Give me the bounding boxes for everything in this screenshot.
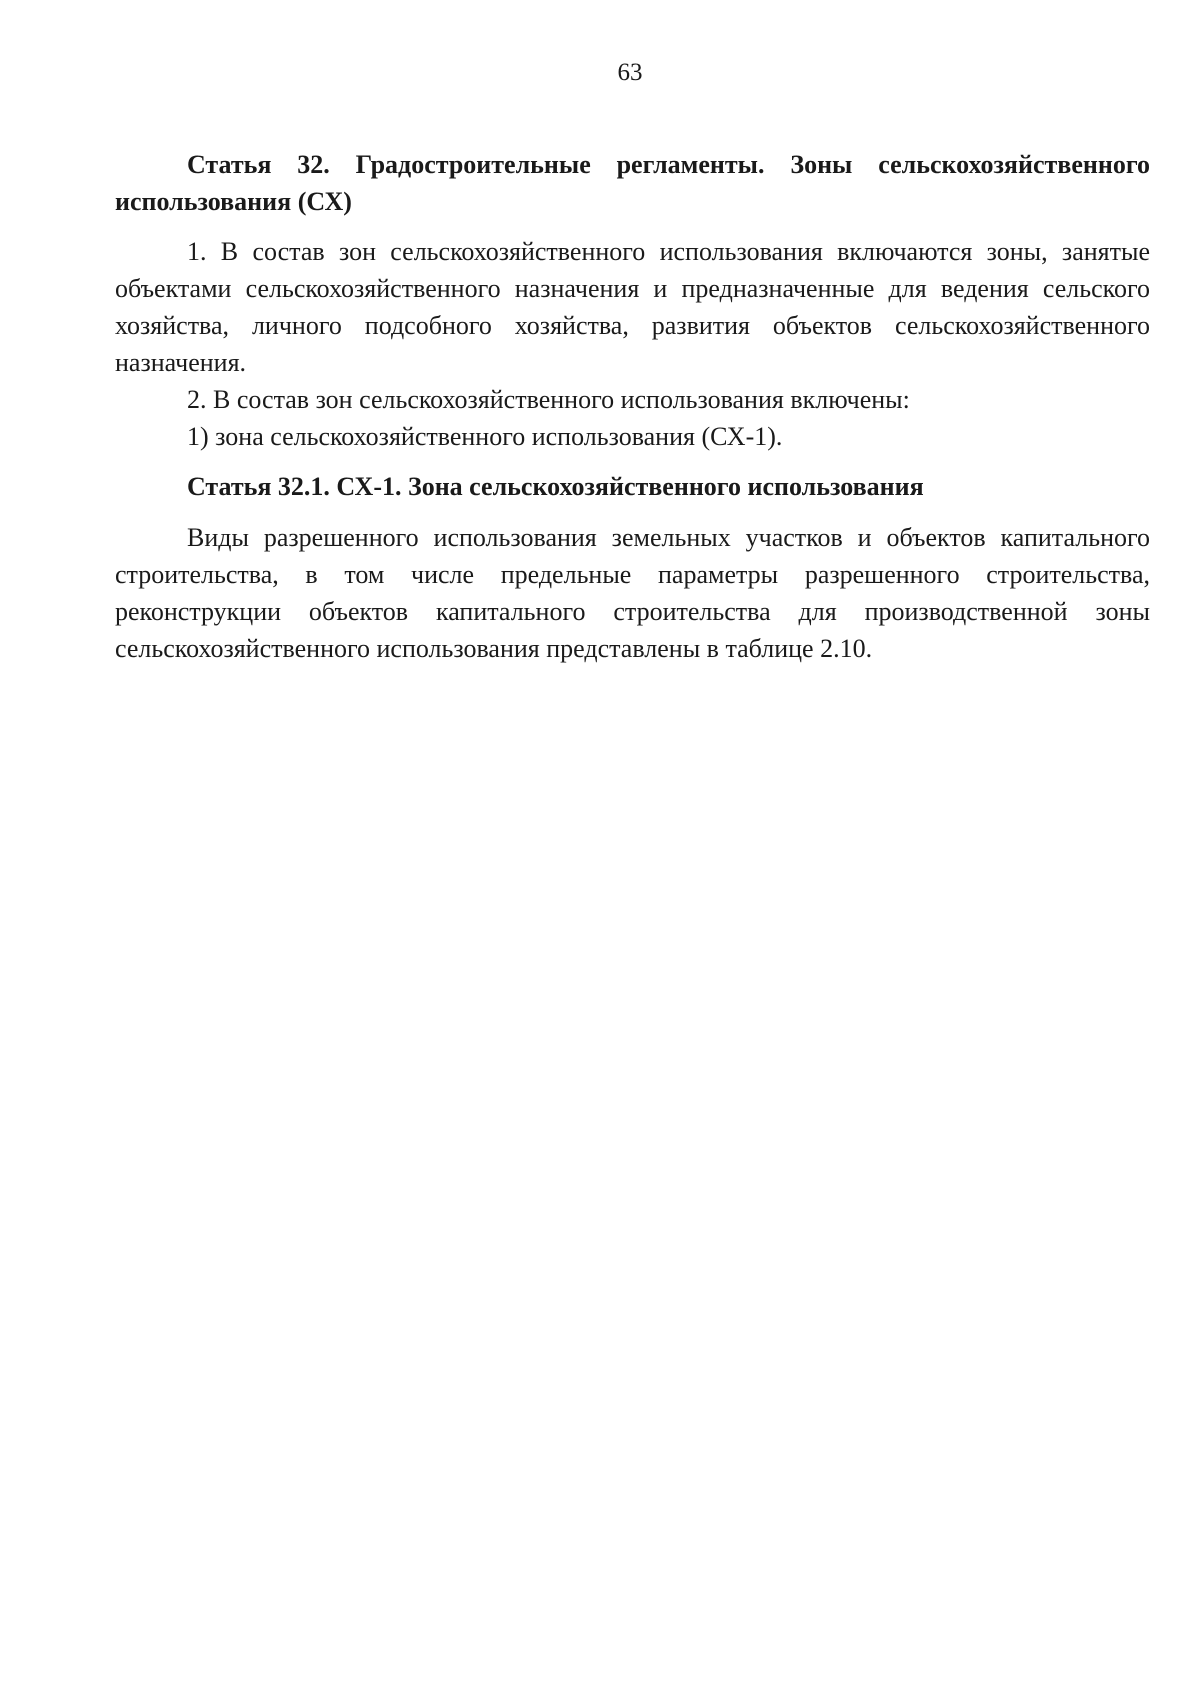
- article-32-paragraph-2: 2. В состав зон сельскохозяйственного использования включены:: [187, 385, 910, 414]
- document-body: [115, 146, 1150, 667]
- article-32-1-heading: Статья 32.1. СХ-1. Зона сельскохозяйственного использования: [187, 472, 924, 501]
- article-32-paragraph-3: 1) зона сельскохозяйственного использования (СХ-1).: [187, 422, 783, 451]
- article-32-1-paragraph-1: Виды разрешенного использования земельных участков и объектов капитального строительства, в том числе предельные параметры разрешенного строительства, реконструкции объектов капитального строительства для производственной зоны сельскохозяйственного использования представлены в таблице 2.10.: [115, 523, 1150, 663]
- article-32-paragraph-1: 1. В состав зон сельскохозяйственного использования включаются зоны, занятые объектами сельскохозяйственного назначения и предназначенные для ведения сельского хозяйства, личного подсобного хозяйства, развития объектов сельскохозяйственного назначения.: [115, 237, 1150, 377]
- page-number: 63: [617, 59, 643, 86]
- article-32-heading: Статья 32. Градостроительные регламенты. Зоны сельскохозяйственного использования (СХ): [115, 150, 1150, 216]
